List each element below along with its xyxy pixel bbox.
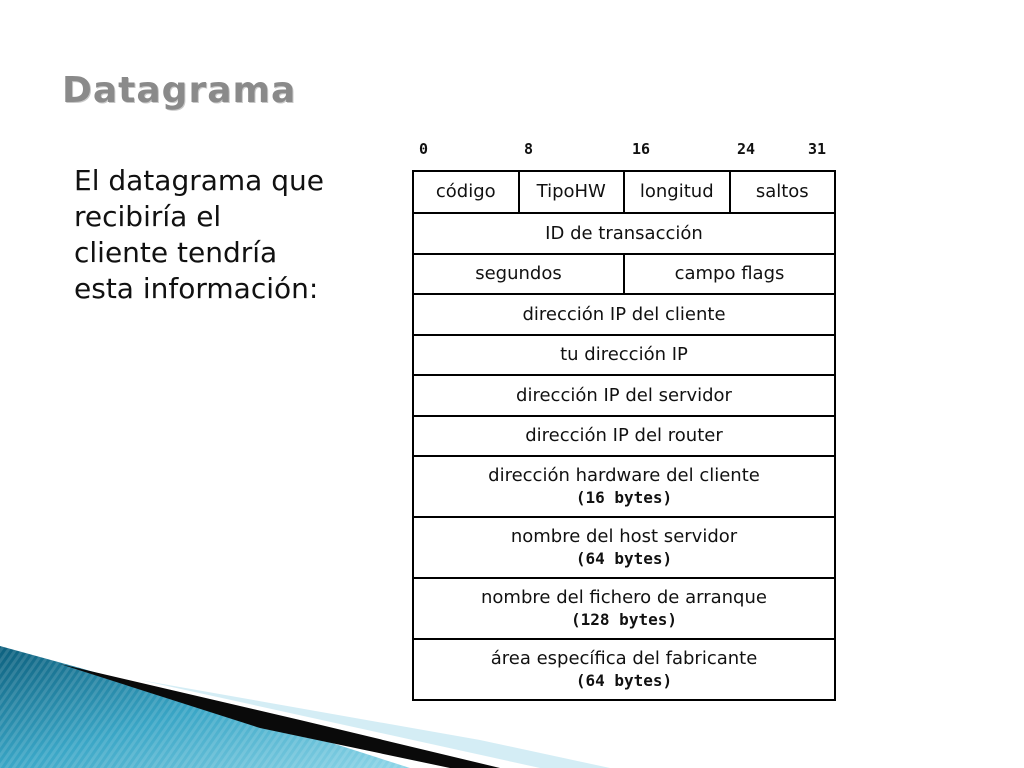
bit-label: 24 (737, 140, 756, 158)
packet-row (414, 212, 834, 253)
slide-title: Datagrama (62, 70, 297, 111)
bit-label: 0 (419, 140, 429, 158)
body-line: cliente tendría (74, 236, 278, 269)
field-id-transaccion: ID de transacción (545, 222, 703, 244)
packet-row (414, 374, 834, 415)
field-tu-ip: tu dirección IP (560, 344, 688, 365)
packet-row (414, 638, 834, 699)
field-size: (16 bytes) (575, 487, 673, 507)
field-size: (64 bytes) (575, 670, 673, 690)
field-size: (128 bytes) (571, 609, 677, 629)
body-line: El datagrama que (74, 164, 324, 197)
field-label: área específica del fabricante (490, 647, 758, 669)
field-ip-cliente: dirección IP del cliente (522, 303, 726, 325)
slide-body-text (74, 163, 374, 307)
bit-label: 8 (524, 140, 534, 158)
field-segundos: segundos (475, 263, 562, 284)
field-codigo: código (435, 181, 496, 202)
body-line: esta información: (74, 272, 319, 305)
field-longitud: longitud (623, 172, 729, 212)
field-ip-servidor: dirección IP del servidor (516, 384, 732, 406)
field-size: (64 bytes) (575, 548, 673, 568)
body-line: recibiría el (74, 200, 222, 233)
field-area-fabricante (414, 640, 834, 699)
field-saltos: saltos (729, 172, 835, 212)
bit-scale (0, 140, 1024, 164)
field-tipohw: TipoHW (518, 172, 624, 212)
packet-row (414, 293, 834, 334)
packet-row (414, 415, 834, 455)
packet-diagram (412, 170, 836, 701)
field-ip-router: dirección IP del router (525, 425, 723, 446)
field-hw-cliente (414, 457, 834, 516)
field-host-servidor (414, 518, 834, 577)
field-campo-flags: campo flags (623, 255, 834, 293)
field-label: nombre del host servidor (510, 525, 738, 547)
packet-row (414, 172, 834, 212)
bit-label: 16 (632, 140, 651, 158)
packet-row (414, 577, 834, 638)
packet-row (414, 334, 834, 374)
field-label: nombre del fichero de arranque (481, 586, 767, 608)
field-fichero-arranque (414, 579, 834, 638)
field-label: dirección hardware del cliente (488, 464, 760, 486)
packet-row (414, 455, 834, 516)
packet-row (414, 516, 834, 577)
packet-row (414, 253, 834, 293)
bit-label: 31 (808, 140, 827, 158)
